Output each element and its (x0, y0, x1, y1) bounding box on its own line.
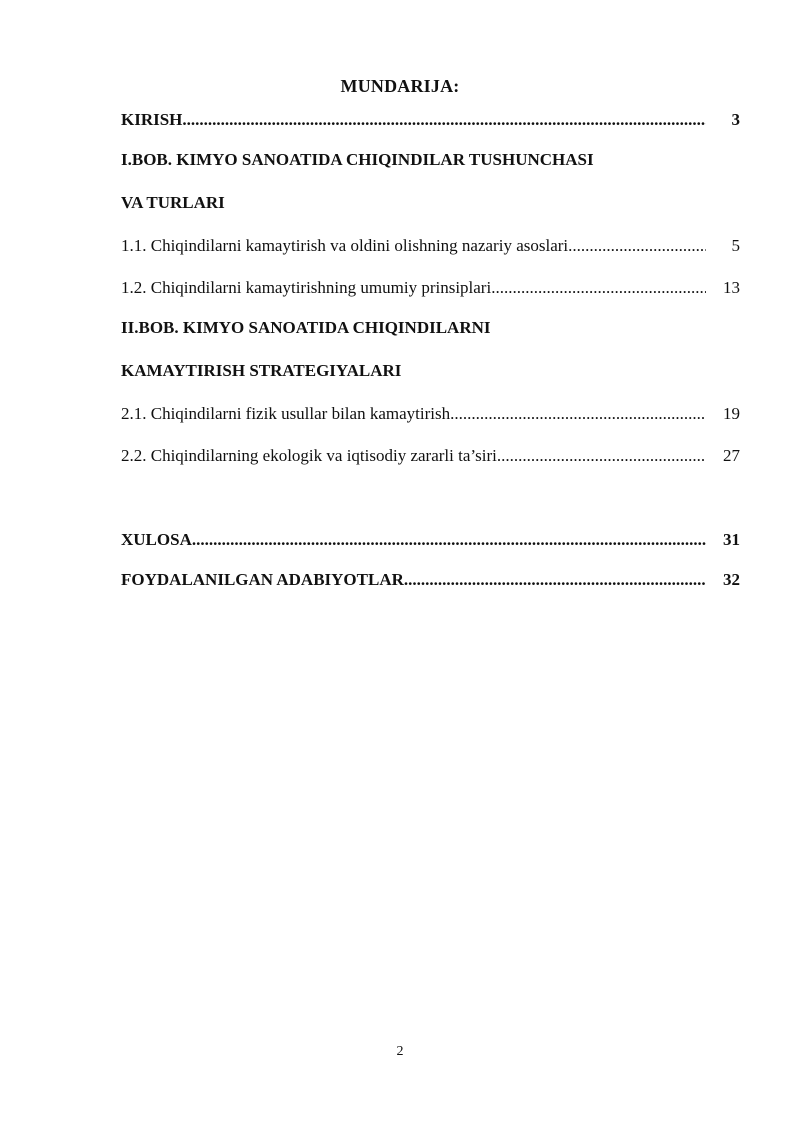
toc-entry-text: 2.2. Chiqindilarning ekologik va iqtisodiy zararli ta’siri (121, 446, 497, 465)
dot-leader (450, 404, 706, 424)
toc-entry-page: 19 (723, 404, 740, 423)
toc-entry-text: 1.1. Chiqindilarni kamaytirish va oldini olishning nazariy asoslari (121, 236, 569, 255)
toc-entry-text: 1.2. Chiqindilarni kamaytirishning umumiy prinsiplari (121, 278, 492, 297)
chapter-1-heading-line-2: VA TURLARI (121, 193, 225, 212)
toc-entry-text: KIRISH (121, 110, 183, 129)
toc-entry-text: 2.1. Chiqindilarni fizik usullar bilan kamaytirish (121, 404, 451, 423)
dot-leader (568, 236, 706, 256)
chapter-1-heading-line-1: I.BOB. KIMYO SANOATIDA CHIQINDILAR TUSHUNCHASI (121, 150, 594, 169)
dot-leader (192, 530, 706, 550)
toc-entry-intro (121, 110, 740, 130)
dot-leader (491, 278, 706, 298)
toc-title: MUNDARIJA: (340, 76, 460, 96)
toc-entry-page: 5 (731, 236, 740, 255)
toc-entry-references (121, 570, 740, 590)
chapter-2-heading-line-1: II.BOB. KIMYO SANOATIDA CHIQINDILARNI (121, 318, 491, 337)
toc-entry-section-1-2 (121, 278, 740, 298)
toc-entry-page: 32 (723, 570, 740, 589)
dot-leader (182, 110, 706, 130)
toc-entry-page: 27 (723, 446, 740, 465)
toc-entry-text: FOYDALANILGAN ADABIYOTLAR (121, 570, 404, 589)
toc-entry-section-2-2 (121, 446, 740, 466)
toc-entry-page: 31 (723, 530, 740, 549)
toc-entry-conclusion (121, 530, 740, 550)
toc-entry-page: 3 (731, 110, 740, 129)
toc-entry-page: 13 (723, 278, 740, 297)
page-number: 2 (396, 1044, 404, 1059)
toc-entry-text: XULOSA (121, 530, 192, 549)
dot-leader (404, 570, 706, 590)
chapter-2-heading-line-2: KAMAYTIRISH STRATEGIYALARI (121, 361, 402, 380)
toc-entry-section-2-1 (121, 404, 740, 424)
dot-leader (497, 446, 706, 466)
toc-entry-section-1-1 (121, 236, 740, 256)
